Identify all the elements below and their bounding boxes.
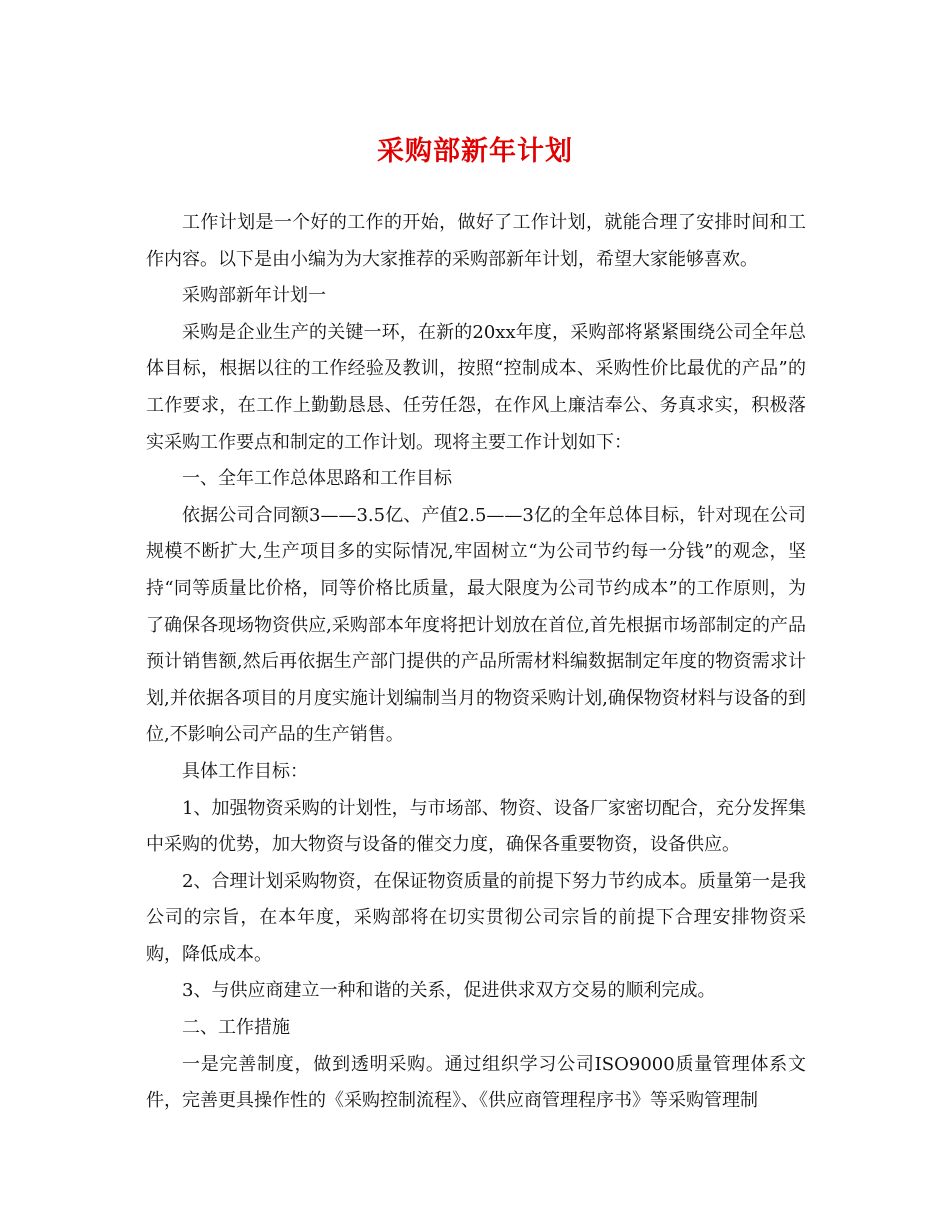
section-heading-measures: 二、工作措施 (182, 1017, 290, 1039)
goal-item: 2、合理计划采购物资，在保证物资质量的前提下努力节约成本。质量第一是我公司的宗旨，在本年度，采购部将在切实贯彻公司宗旨的前提下合理安排物资采购，降低成本。 (146, 870, 806, 965)
intro-paragraph: 工作计划是一个好的工作的开始，做好了工作计划，就能合理了安排时间和工作内容。以下是由小编为为大家推荐的采购部新年计划，希望大家能够喜欢。 (146, 212, 806, 270)
goal-item: 3、与供应商建立一种和谐的关系，促进供求双方交易的顺利完成。 (182, 980, 716, 1002)
body-paragraph: 一是完善制度，做到透明采购。通过组织学习公司ISO9000质量管理体系文件，完善更具操作性的《采购控制流程》、《供应商管理程序书》等采购管理制 (146, 1053, 806, 1112)
document-title: 采购部新年计划 (377, 136, 573, 167)
section-heading-goals: 一、全年工作总体思路和工作目标 (182, 468, 452, 490)
goal-item: 1、加强物资采购的计划性，与市场部、物资、设备厂家密切配合，充分发挥集中采购的优势，加大物资与设备的催交力度，确保各重要物资，设备供应。 (146, 797, 806, 856)
section-heading-plan-one: 采购部新年计划一 (182, 285, 326, 307)
document-body (146, 205, 806, 1120)
body-paragraph: 依据公司合同额3——3.5亿、产值2.5——3亿的全年总体目标，针对现在公司规模不断扩大,生产项目多的实际情况,牢固树立“为公司节约每一分钱”的观念，坚持“同等质量比价格，同等价格比质量，最大限度为公司节约成本”的工作原则，为了确保各现场物资供应,采购部本年度将把计划放在首位,首先根据市场部制定的产品预计销售额,然后再依据生产部门提供的产品所需材料编数据制定年度的物资需求计划,并依据各项目的月度实施计划编制当月的物资采购计划,确保物资材料与设备的到位,不影响公司产品的生产销售。 (146, 504, 806, 746)
body-paragraph: 采购是企业生产的关键一环，在新的20xx年度，采购部将紧紧围绕公司全年总体目标，根据以往的工作经验及教训，按照“控制成本、采购性价比最优的产品”的工作要求，在工作上勤勤恳恳、任劳任怨，在作风上廉洁奉公、务真求实，积极落实采购工作要点和制定的工作计划。现将主要工作计划如下： (146, 321, 806, 453)
subheading-specific-goals: 具体工作目标： (182, 760, 308, 782)
